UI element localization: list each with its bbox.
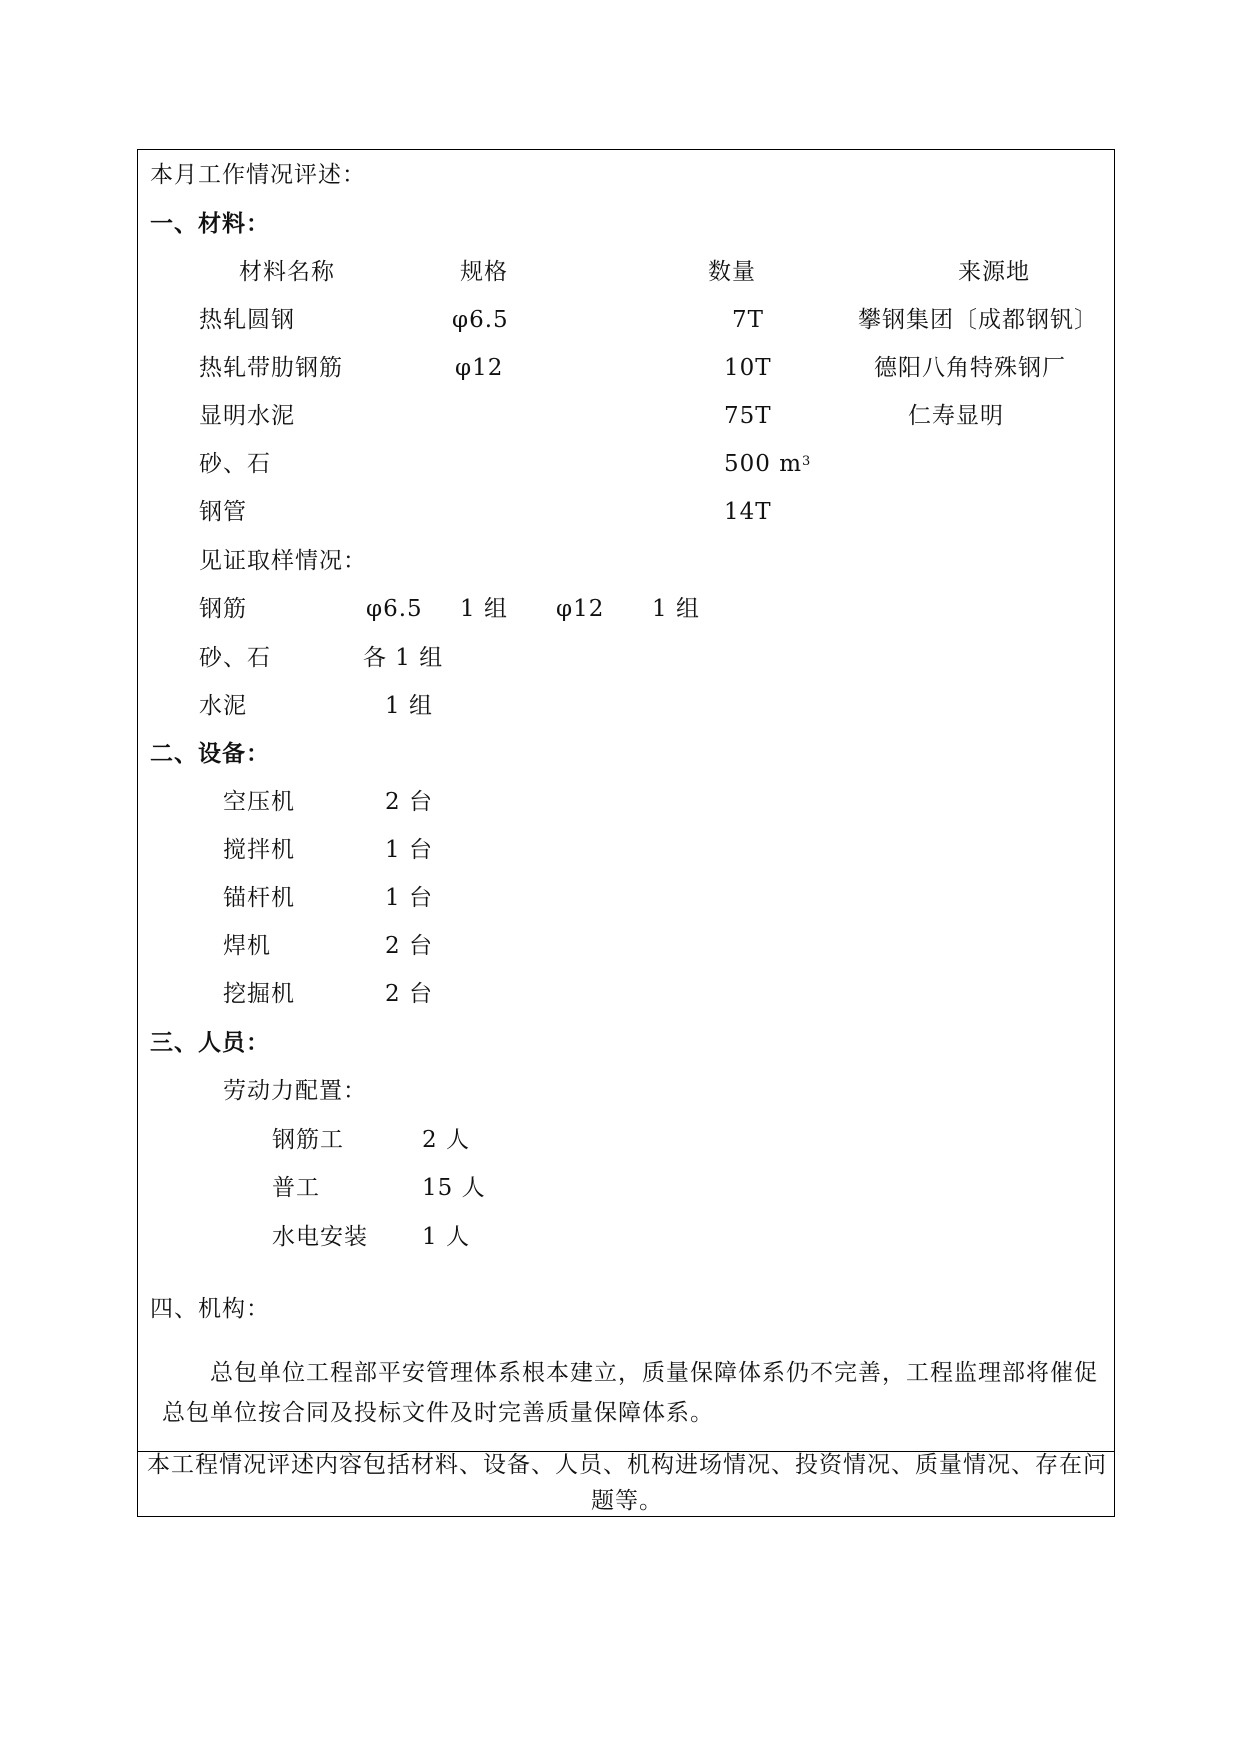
sampling-name: 水泥 [199, 693, 247, 719]
organization-paragraph: 总包单位工程部平安管理体系根本建立，质量保障体系仍不完善，工程监理部将催促总包单位按合同及投标文件及时完善质量保障体系。 [162, 1360, 1098, 1426]
sampling-name: 钢筋 [199, 596, 247, 622]
equipment-name: 挖掘机 [223, 981, 295, 1007]
material-spec: φ6.5 [452, 307, 509, 333]
equipment-count: 2 台 [385, 789, 433, 815]
col-header-qty: 数量 [708, 259, 756, 285]
equipment-name: 搅拌机 [223, 837, 295, 863]
equipment-name: 锚杆机 [223, 885, 295, 911]
col-header-source: 来源地 [958, 259, 1030, 285]
personnel-role: 普工 [272, 1175, 320, 1201]
material-qty: 7T [732, 307, 764, 333]
material-source: 仁寿显明 [908, 403, 1004, 429]
personnel-role: 水电安装 [272, 1224, 368, 1250]
equipment-count: 1 台 [385, 885, 433, 911]
equipment-name: 空压机 [223, 789, 295, 815]
equipment-count: 2 台 [385, 933, 433, 959]
personnel-role: 钢筋工 [272, 1127, 344, 1153]
material-name: 砂、石 [199, 451, 271, 477]
sampling-value: 1 组 [652, 596, 700, 622]
material-source: 攀钢集团〔成都钢钒〕 [858, 307, 1098, 333]
equipment-name: 焊机 [223, 933, 271, 959]
section-materials-title: 一、材料： [150, 210, 270, 237]
section-organization-title: 四、机构： [150, 1296, 270, 1322]
report-header: 本月工作情况评述： [150, 162, 366, 188]
material-qty: 10T [724, 355, 772, 381]
material-qty-value: 500 m [724, 451, 803, 477]
personnel-count: 15 人 [422, 1175, 486, 1201]
equipment-count: 2 台 [385, 981, 433, 1007]
material-name: 钢管 [199, 499, 247, 525]
sampling-name: 砂、石 [199, 645, 271, 671]
sampling-value: 1 组 [385, 693, 433, 719]
material-qty-unit-sup: 3 [802, 454, 812, 469]
sampling-value: 1 组 [460, 596, 508, 622]
col-header-spec: 规格 [460, 259, 508, 285]
sampling-value: φ12 [556, 596, 605, 622]
section-personnel-title: 三、人员： [150, 1029, 270, 1056]
footer-note: 本工程情况评述内容包括材料、设备、人员、机构进场情况、投资情况、质量情况、存在问题等。 [147, 1452, 1107, 1514]
col-header-name: 材料名称 [239, 259, 335, 285]
sampling-title: 见证取样情况： [199, 548, 367, 574]
material-source: 德阳八角特殊钢厂 [874, 355, 1066, 381]
personnel-count: 2 人 [422, 1127, 470, 1153]
labor-config-title: 劳动力配置： [223, 1078, 367, 1104]
equipment-count: 1 台 [385, 837, 433, 863]
material-name: 热轧带肋钢筋 [199, 355, 343, 381]
material-qty [724, 449, 811, 479]
material-name: 热轧圆钢 [199, 307, 295, 333]
sampling-value: φ6.5 [366, 596, 423, 622]
material-name: 显明水泥 [199, 403, 295, 429]
material-spec: φ12 [455, 355, 504, 381]
material-qty: 75T [724, 403, 772, 429]
material-qty: 14T [724, 499, 772, 525]
sampling-value: 各 1 组 [363, 645, 444, 671]
personnel-count: 1 人 [422, 1224, 470, 1250]
section-equipment-title: 二、设备： [150, 740, 270, 767]
